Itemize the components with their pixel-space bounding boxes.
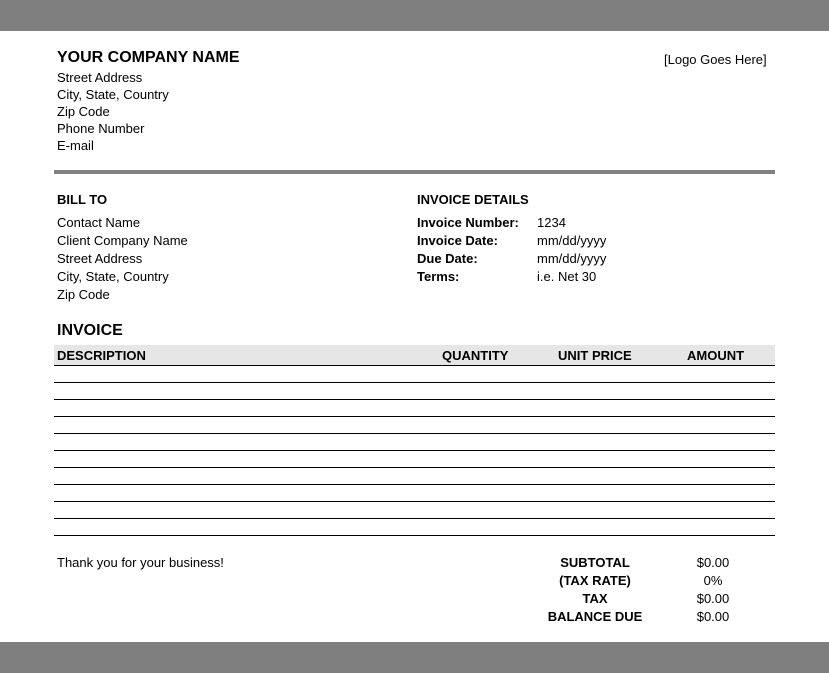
- terms-value: i.e. Net 30: [537, 269, 597, 284]
- company-street: Street Address: [57, 70, 143, 85]
- bill-to-zip: Zip Code: [57, 287, 110, 302]
- table-row: [54, 501, 775, 502]
- bill-to-heading: BILL TO: [57, 192, 108, 207]
- column-unit-price: UNIT PRICE: [558, 348, 632, 363]
- table-row: [54, 535, 775, 536]
- bill-to-company: Client Company Name: [57, 233, 188, 248]
- invoice-details-heading: INVOICE DETAILS: [417, 192, 529, 207]
- table-row: [54, 416, 775, 417]
- invoice-title: INVOICE: [57, 322, 123, 339]
- due-date-label: Due Date:: [417, 251, 478, 266]
- bill-to-contact: Contact Name: [57, 215, 141, 230]
- invoice-date-value: mm/dd/yyyy: [537, 233, 607, 248]
- table-row: [54, 518, 775, 519]
- terms-label: Terms:: [417, 269, 460, 284]
- column-description: DESCRIPTION: [57, 348, 146, 363]
- tax-label: TAX: [582, 591, 608, 606]
- table-row: [54, 399, 775, 400]
- logo-placeholder: [Logo Goes Here]: [664, 52, 767, 67]
- company-zip: Zip Code: [57, 104, 110, 119]
- company-phone: Phone Number: [57, 121, 145, 136]
- tax-value: $0.00: [696, 591, 730, 606]
- bill-to-street: Street Address: [57, 251, 143, 266]
- table-row: [54, 484, 775, 485]
- subtotal-value: $0.00: [696, 555, 730, 570]
- header-divider: [54, 170, 775, 174]
- line-items-header: [54, 345, 775, 366]
- table-row: [54, 433, 775, 434]
- column-amount: AMOUNT: [687, 348, 745, 363]
- top-frame-bar: [0, 0, 829, 31]
- invoice-number-label: Invoice Number:: [417, 215, 519, 230]
- table-row: [54, 467, 775, 468]
- tax-rate-label: (TAX RATE): [559, 573, 631, 588]
- bottom-frame-bar: [0, 642, 829, 673]
- invoice-number-value: 1234: [537, 215, 566, 230]
- column-quantity: QUANTITY: [442, 348, 509, 363]
- bill-to-city: City, State, Country: [57, 269, 169, 284]
- balance-due-value: $0.00: [696, 609, 730, 624]
- due-date-value: mm/dd/yyyy: [537, 251, 607, 266]
- table-row: [54, 450, 775, 451]
- tax-rate-value: 0%: [703, 573, 723, 588]
- balance-due-label: BALANCE DUE: [547, 609, 643, 624]
- subtotal-label: SUBTOTAL: [560, 555, 630, 570]
- company-email: E-mail: [57, 138, 94, 153]
- invoice-date-label: Invoice Date:: [417, 233, 498, 248]
- company-city: City, State, Country: [57, 87, 169, 102]
- thank-you-note: Thank you for your business!: [57, 555, 224, 570]
- company-name: YOUR COMPANY NAME: [57, 49, 240, 66]
- table-row: [54, 382, 775, 383]
